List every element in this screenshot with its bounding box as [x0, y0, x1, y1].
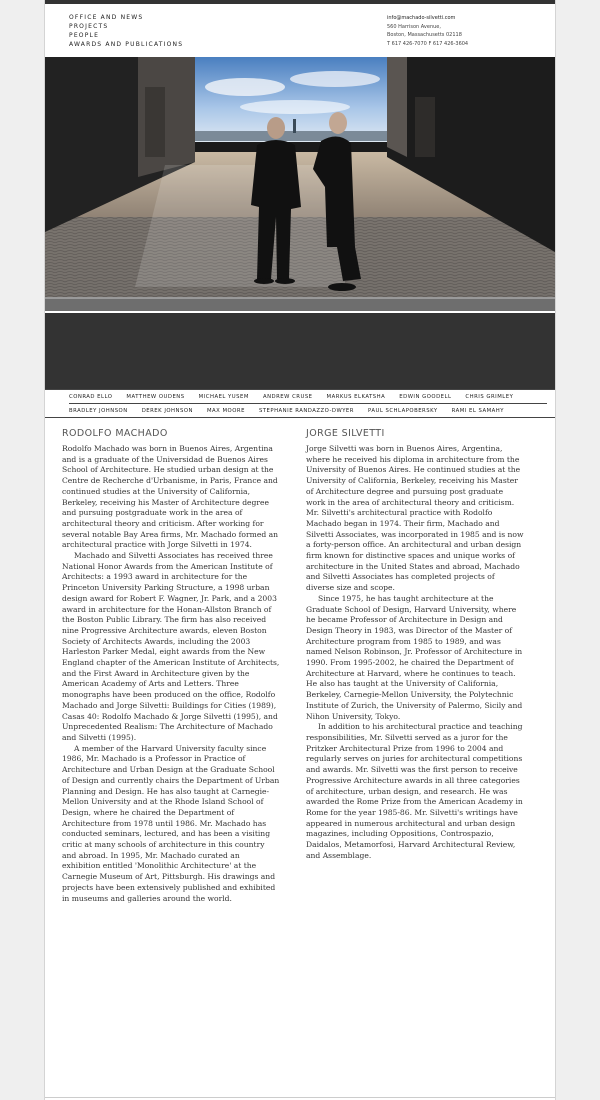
- person-link[interactable]: MAX MOORE: [206, 407, 245, 414]
- person-link[interactable]: EDWIN GOODELL: [399, 393, 452, 400]
- bio-paragraph: Machado and Silvetti Associates has received three National Honor Awards from the American Institute of Architects: a 1993 award in architecture for the Princeton University Parking Structure, a 1998 urban design award for Robert F. Wagner, Jr. Park, and a 2003 award in architecture for the Honan-Allston Branch of the Boston Public Library. The firm has also received nine Progressive Architecture awards, eleven Boston Society of Architects Awards, including the 2003 Harleston Parker Medal, eight awards from the New England chapter of the American Institute of Architects, and the First Award in Architecture given by the American Academy of Arts and Letters. Three monographs have been produced on the office, Rodolfo Machado and Jorge Silvetti: Buildings for Cities (1989), Casas 40: Rodolfo Machado & Jorge Silvetti (1995), and Unprecedented Realism: The Architecture of Machado and Silvetti (1995).: [62, 551, 280, 742]
- main-nav: [69, 13, 183, 49]
- hero-photo-illustration: [45, 57, 555, 297]
- contact-phone: T 617 426-7070 F 617 426-3604: [387, 40, 469, 47]
- dark-band: [45, 313, 555, 389]
- footer-line: [45, 1097, 555, 1098]
- person-link[interactable]: RAMI EL SAMAHY: [451, 407, 504, 414]
- person-link[interactable]: MARKUS ELKATSHA: [326, 393, 386, 400]
- nav-item-projects[interactable]: PROJECTS: [69, 23, 109, 30]
- people-nav: [45, 389, 555, 418]
- hero-photo: [45, 57, 555, 297]
- header: [45, 4, 555, 57]
- nav-item-office-and-news[interactable]: OFFICE AND NEWS: [69, 14, 144, 21]
- person-link[interactable]: PAUL SCHLAPOBERSKY: [367, 407, 438, 414]
- bio-paragraph: Jorge Silvetti was born in Buenos Aires, Argentina, where he received his diploma in architecture from the University of Buenos Aires. He continued studies at the University of California, Berkeley, receiving his Master of Architecture degree and pursuing post graduate work in the area of architectural theory and criticism. Mr. Silvetti's architectural practice with Rodolfo Machado began in 1974. Their firm, Machado and Silvetti Associates, was incorporated in 1985 and is now a forty-person office. An architectural and urban design firm known for distinctive spaces and unique works of architecture in the United States and abroad, Machado and Silvetti Associates has completed projects of diverse size and scope.: [306, 444, 524, 593]
- person-link[interactable]: MATTHEW OUDENS: [126, 393, 185, 400]
- contact-address-line-1: 560 Harrison Avenue,: [387, 23, 441, 30]
- nav-item-awards-and-publications[interactable]: AWARDS AND PUBLICATIONS: [69, 41, 184, 48]
- bio-paragraph: Since 1975, he has taught architecture at the Graduate School of Design, Harvard University, where he became Professor of Architecture in Design and Design Theory in 1983, was Director of the Master of Architecture program from 1985 to 1989, and was named Nelson Robinson, Jr. Professor of Architecture in 1990. From 1995-2002, he chaired the Department of Architecture at Harvard, where he continues to teach. He also has taught at the University of California, Berkeley, Carnegie-Mellon University, the Polytechnic Institute of Zurich, the University of Palermo, Sicily and Nihon University, Tokyo.: [306, 593, 523, 721]
- bio-paragraph: In addition to his architectural practice and teaching responsibilities, Mr. Silvetti served as a juror for the Pritzker Architectural Prize from 1996 to 2004 and regularly serves on juries for architectural competitions and awards. Mr. Silvetti was the first person to receive Progressive Architecture awards in all three categories of architecture, urban design, and research. He was awarded the Rome Prize from the American Academy in Rome for the year 1985-86. Mr. Silvetti's writings have appeared in numerous architectural and urban design magazines, including Oppositions, Controspazio, Daidalos, Metamorfosi, Harvard Architectural Review, and Assemblage.: [306, 722, 523, 860]
- person-link[interactable]: CONRAD ELLO: [69, 393, 113, 400]
- bio-paragraph: Rodolfo Machado was born in Buenos Aires, Argentina and is a graduate of the Universidad de Buenos Aires School of Architecture. He studied urban design at the Centre de Recherche d'Urbanisme, in Paris, France and continued studies at the University of California, Berkeley, receiving his Master of Architecture degree and pursuing postgraduate work in the area of architectural theory and criticism. After working for several notable Bay Area firms, Mr. Machado formed an architectural practice with Jorge Silvetti in 1974.: [62, 444, 279, 550]
- person-link[interactable]: BRADLEY JOHNSON: [69, 407, 128, 414]
- people-row-1: [69, 390, 547, 403]
- bio-heading: RODOLFO MACHADO: [62, 428, 168, 439]
- contact-info: [387, 14, 468, 48]
- bio-paragraph: A member of the Harvard University faculty since 1986, Mr. Machado is a Professor in Practice of Architecture and Urban Design at the Graduate School of Design and currently chairs the Department of Urban Planning and Design. He has also taught at Carnegie-Mellon University and at the Rhode Island School of Design, where he chaired the Department of Architecture from 1978 until 1986. Mr. Machado has conducted seminars, lectured, and has been a visiting critic at many schools of architecture in this country and abroad. In 1995, Mr. Machado curated an exhibition entitled 'Monolithic Architecture' at the Carnegie Museum of Art, Pittsburgh. His drawings and projects have been extensively published and exhibited in museums and galleries around the world.: [62, 743, 280, 903]
- people-row-2: [69, 403, 547, 417]
- nav-item-people[interactable]: PEOPLE: [69, 32, 100, 39]
- contact-email-link[interactable]: info@machado-silvetti.com: [387, 15, 456, 21]
- page-container: [44, 0, 556, 1100]
- person-link[interactable]: STEPHANIE RANDAZZO-DWYER: [258, 407, 354, 414]
- person-link[interactable]: DEREK JOHNSON: [141, 407, 193, 414]
- bio-rodolfo-machado: [62, 428, 280, 904]
- bio-heading: JORGE SILVETTI: [306, 428, 385, 439]
- person-link[interactable]: CHRIS GRIMLEY: [465, 393, 514, 400]
- photo-divider-strip: [45, 297, 555, 311]
- bio-jorge-silvetti: [306, 428, 524, 861]
- person-link[interactable]: ANDREW CRUSE: [262, 393, 313, 400]
- contact-address-line-2: Boston, Massachusetts 02118: [387, 32, 462, 39]
- person-link[interactable]: MICHAEL YUSEM: [198, 393, 249, 400]
